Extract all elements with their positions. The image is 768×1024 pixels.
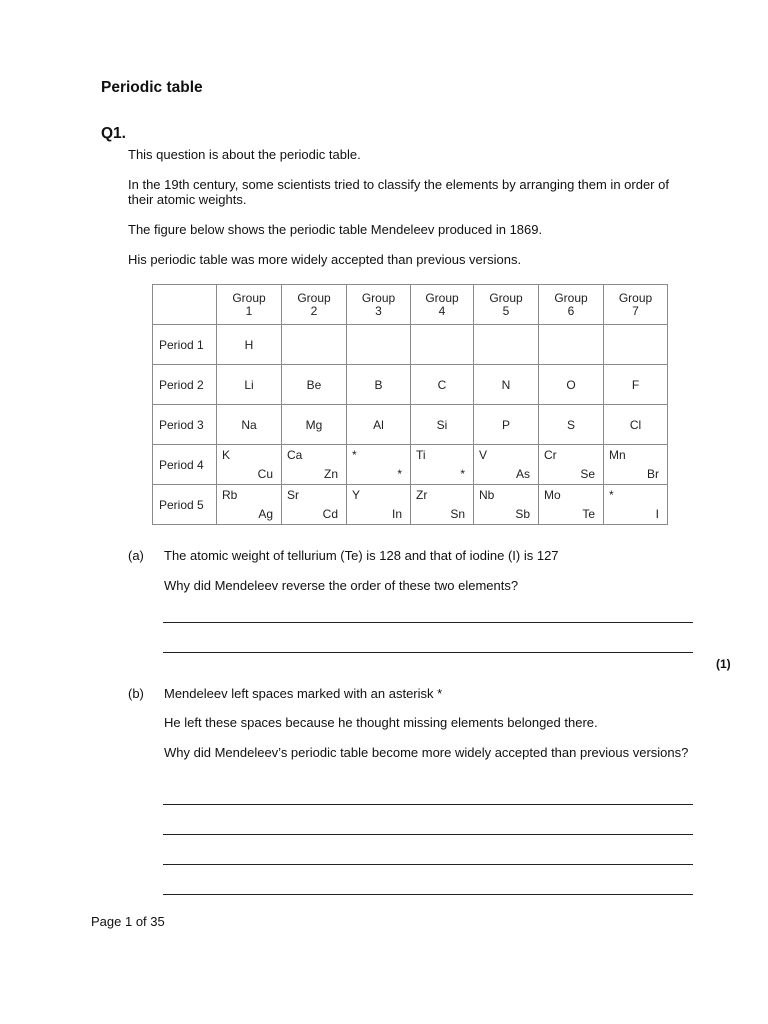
period-label: Period 3 [153,405,217,445]
table-corner-cell [153,285,217,325]
element-symbol-lower: Br [647,467,659,481]
element-cell: Li [217,365,282,405]
group-header-label: Group [618,290,653,305]
answer-line[interactable] [163,894,693,895]
element-symbol-upper: Ca [287,448,303,462]
element-symbol-upper: Sr [287,488,299,502]
element-symbol-upper: Y [352,488,361,502]
group-header [347,285,411,325]
element-cell [347,325,411,365]
mendeleev-periodic-table [152,284,668,525]
answer-line[interactable] [163,622,693,623]
element-cell: H [217,325,282,365]
group-header [217,285,282,325]
element-cell [282,445,347,485]
element-cell [604,325,668,365]
group-header [411,285,474,325]
element-cell [474,485,539,525]
intro-paragraph-4: His periodic table was more widely accepted than previous versions. [128,252,522,267]
period-label: Period 2 [153,365,217,405]
element-symbol-lower: Sn [450,507,465,521]
element-symbol-upper: * [609,488,614,502]
element-symbol-upper: Zr [416,488,428,502]
element-symbol-upper: Nb [479,488,495,502]
element-cell [411,325,474,365]
part-a-label: (a) [128,548,144,563]
element-symbol-lower: Se [580,467,595,481]
element-symbol-upper: Mn [609,448,626,462]
group-header-label: Group [425,290,459,305]
element-cell: Cl [604,405,668,445]
element-symbol-lower: Ag [258,507,273,521]
group-header-number: 7 [632,303,639,318]
element-symbol-lower: As [515,467,530,481]
part-b-explanation: He left these spaces because he thought missing elements belonged there. [164,715,598,730]
group-header-label: Group [489,290,523,305]
element-cell: S [539,405,604,445]
group-header-number: 2 [310,303,318,318]
group-header-number: 1 [245,303,253,318]
element-cell: Al [347,405,411,445]
element-cell [411,445,474,485]
element-cell [604,445,668,485]
group-header-label: Group [554,290,588,305]
element-symbol-upper: K [222,448,231,462]
element-symbol-upper: Rb [222,488,238,502]
answer-line[interactable] [163,834,693,835]
part-a-statement: The atomic weight of tellurium (Te) is 128 and that of iodine (I) is 127 [164,548,559,563]
element-cell [539,445,604,485]
marks-label: (1) [716,657,731,671]
element-symbol-lower: Cu [257,467,273,481]
element-symbol-upper: * [352,448,357,462]
element-symbol-lower: Zn [323,467,338,481]
element-cell: B [347,365,411,405]
element-symbol-upper: Mo [544,488,561,502]
element-cell: O [539,365,604,405]
period-label: Period 4 [153,445,217,485]
element-symbol-upper: Cr [544,448,557,462]
group-header-label: Group [361,290,396,305]
element-cell [217,445,282,485]
part-a-question: Why did Mendeleev reverse the order of these two elements? [164,578,519,593]
element-cell [347,485,411,525]
part-b-label: (b) [128,686,144,701]
element-cell [282,485,347,525]
answer-line[interactable] [163,864,693,865]
group-header-label: Group [297,290,331,305]
element-cell [411,485,474,525]
element-cell [604,485,668,525]
element-symbol-lower: Sb [515,507,530,521]
element-cell [474,325,539,365]
group-header-number: 3 [375,303,382,318]
group-header [282,285,347,325]
element-cell: P [474,405,539,445]
part-b-question: Why did Mendeleev’s periodic table become more widely accepted than previous versions? [164,745,689,760]
element-cell: F [604,365,668,405]
element-cell: N [474,365,539,405]
element-cell: Si [411,405,474,445]
element-symbol-lower: I [655,507,659,521]
period-label: Period 5 [153,485,217,525]
element-cell: Na [217,405,282,445]
group-header [604,285,668,325]
question-number: Q1. [101,125,126,142]
element-symbol-lower: Te [582,507,595,521]
intro-paragraph-1: This question is about the periodic table. [128,147,361,162]
element-cell [539,485,604,525]
intro-paragraph-3: The figure below shows the periodic table Mendeleev produced in 1869. [128,222,543,237]
period-label: Period 1 [153,325,217,365]
group-header-number: 5 [502,303,510,318]
element-cell [347,445,411,485]
element-cell: C [411,365,474,405]
group-header [474,285,539,325]
intro-paragraph-2: In the 19th century, some scientists tried to classify the elements by arranging them in order of their atomic weights. [128,177,669,207]
group-header-number: 6 [567,303,575,318]
group-header [539,285,604,325]
element-cell [539,325,604,365]
element-cell [217,485,282,525]
part-b-statement: Mendeleev left spaces marked with an asterisk * [164,686,443,701]
answer-line[interactable] [163,804,693,805]
group-header-number: 4 [438,303,446,318]
element-cell: Be [282,365,347,405]
page-footer: Page 1 of 35 [91,914,165,929]
element-symbol-lower: Cd [322,507,338,521]
answer-line[interactable] [163,652,693,653]
element-symbol-upper: Ti [416,448,426,462]
element-cell: Mg [282,405,347,445]
element-cell [282,325,347,365]
element-symbol-lower: * [397,467,402,481]
page-title: Periodic table [101,79,203,96]
element-symbol-lower: In [391,507,402,521]
element-symbol-upper: V [479,448,488,462]
group-header-label: Group [232,290,266,305]
element-cell [474,445,539,485]
element-symbol-lower: * [460,467,465,481]
